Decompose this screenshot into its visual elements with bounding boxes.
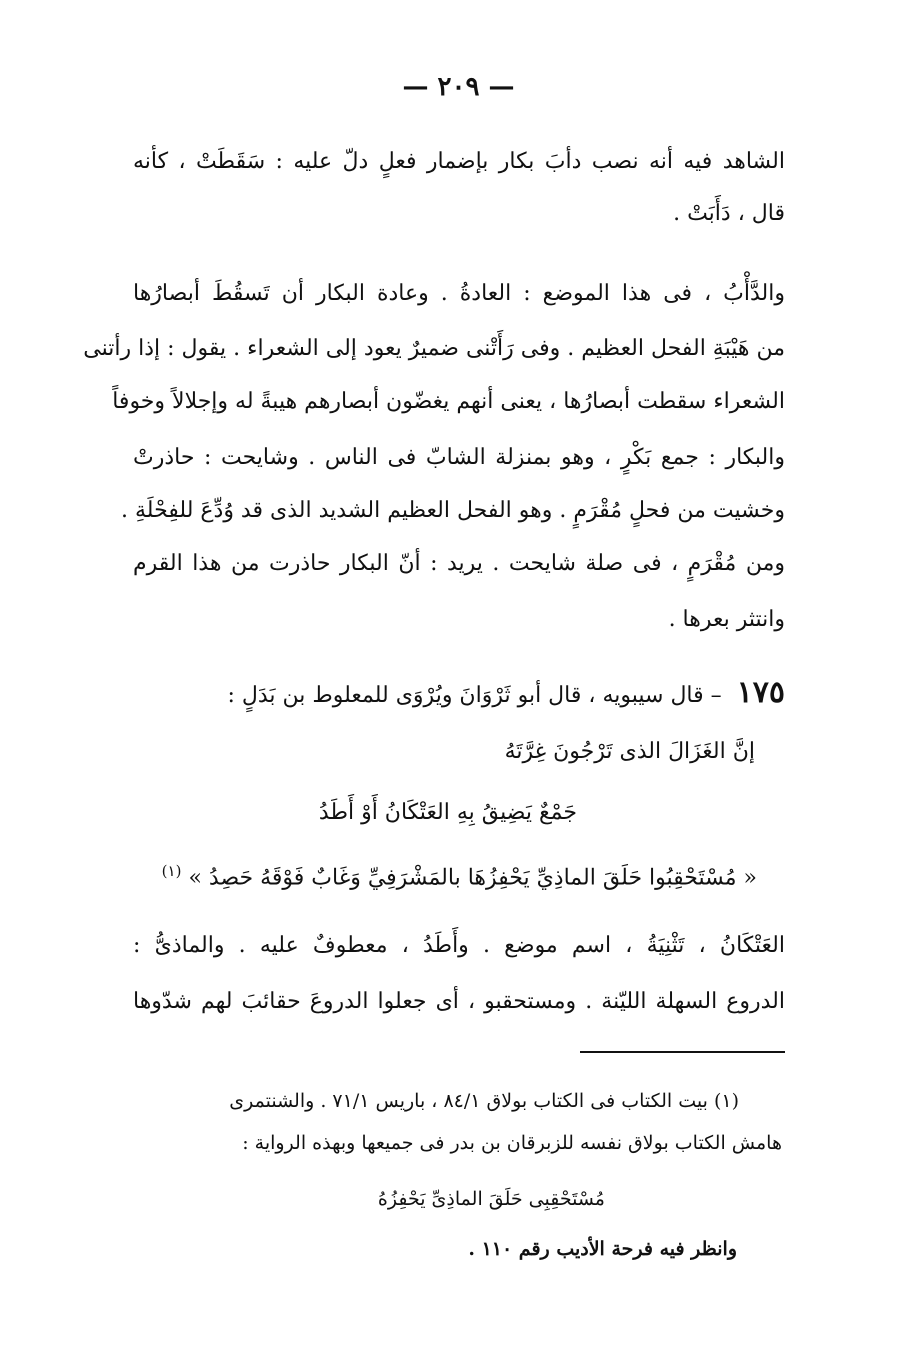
paragraph-line: الشاهد فيه أنه نصب دأبَ بكار بإضمار فعلٍ دلّ عليه : سَقَطَتْ ، كأنه (133, 149, 785, 174)
paragraph-line: الدروع السهلة الليّنة . ومستحقبو ، أى جعلوا الدروعَ حقائبَ لهم شدّوها (133, 989, 785, 1014)
verse-line (162, 854, 757, 895)
footnote-verse: مُسْتَحْقِبِى حَلَقَ الماذِىِّ يَحْفِزُهُ (377, 1188, 605, 1210)
verse-line: جَمْعٌ يَضِيقُ بِهِ العَتْكَانُ أَوْ أَطَدُ (318, 800, 577, 825)
page-number: — ٢٠٩ — (402, 72, 515, 102)
paragraph-line: وخشيت من فحلٍ مُقْرَمٍ . وهو الفحل العظيم الشديد الذى قد وُدِّعَ للفِحْلَةِ . (121, 498, 785, 523)
paragraph-line: قال ، دَأَبَتْ . (673, 201, 785, 226)
footnote-line: هامش الكتاب بولاق نفسه للزبرقان بن بدر فى جميعها وبهذه الرواية : (242, 1132, 782, 1154)
verse-text: « مُسْتَحْقِبُوا حَلَقَ الماذِيِّ يَحْفِزُهَا بالمَشْرَفِيِّ وَغَابٌ فَوْقَهُ حَصِدُ » (188, 865, 757, 891)
section-number: ١٧٥ (736, 675, 785, 710)
footnote-line: وانظر فيه فرحة الأديب رقم ١١٠ . (468, 1238, 737, 1260)
paragraph-line: من هَيْبَةِ الفحل العظيم . وفى رَأَتْنى ضميرٌ يعود إلى الشعراء . يقول : إذا رأتنى (83, 336, 785, 361)
footnote-marker: (١) (161, 862, 182, 880)
paragraph-line: العَتْكَانُ ، تَثْنِيَةُ ، اسم موضع . وأَطَدُ ، معطوفٌ عليه . والماذىُّ : (133, 933, 785, 958)
paragraph-line: وانتثر بعرها . (668, 607, 785, 632)
paragraph-line: الشعراء سقطت أبصارُها ، يعنى أنهم يغضّون أبصارهم هيبةً له وإجلالاً وخوفاً (112, 389, 785, 414)
paragraph-line: ومن مُقْرَمٍ ، فى صلة شايحت . يريد : أنّ البكار حاذرت من هذا القرم (133, 551, 785, 576)
footnote-line: (١) بيت الكتاب فى الكتاب بولاق ٨٤/١ ، باريس ٧١/١ . والشنتمرى (229, 1090, 739, 1112)
section-intro: – قال سيبويه ، قال أبو ثَرْوَانَ ويُرْوَى للمعلوط بن بَدَلٍ : (227, 683, 722, 708)
paragraph-line: والدَّأْبُ ، فى هذا الموضع : العادةُ . وعادة البكار أن تَسقُطَ أبصارُها (133, 281, 785, 306)
verse-line: إنَّ الغَزَالَ الذى تَرْجُونَ غِرَّتَهُ (504, 739, 755, 764)
paragraph-line: والبكار : جمع بَكْرٍ ، وهو بمنزلة الشابّ فى الناس . وشايحت : حاذرتْ (133, 445, 785, 470)
footnote-divider (580, 1051, 785, 1053)
section-heading (227, 676, 785, 713)
